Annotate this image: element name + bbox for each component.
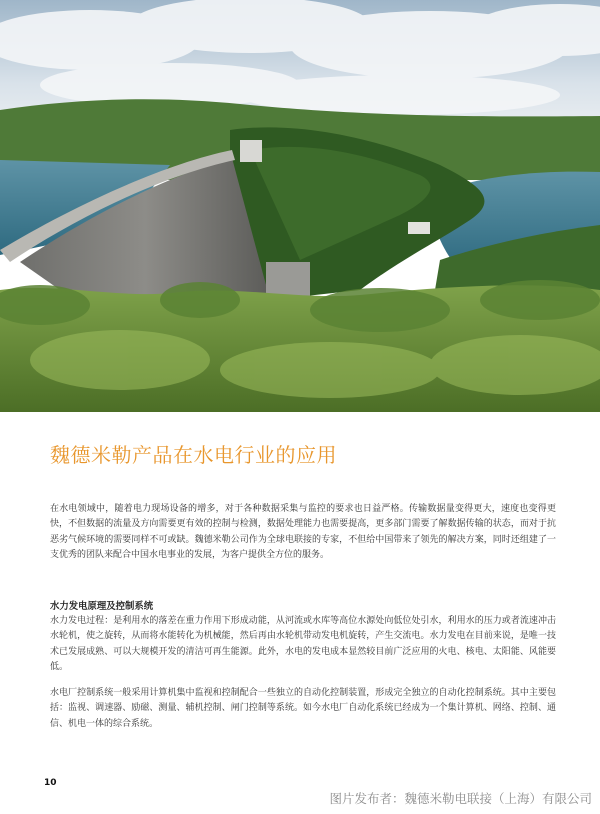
hydropower-principle-paragraph: 水力发电过程：是利用水的落差在重力作用下形成动能，从河流或水库等高位水源处向低位处引水，利用水的压力或者流速冲击水轮机，使之旋转，从而将水能转化为机械能，然后再由水轮机带动发电机旋转，产生交流电。水力发电在目前来说，是唯一技术已发展成熟、可以大规模开发的清洁可再生能源。此外，水电的发电成本显然较目前广泛应用的火电、核电、太阳能、风能要低。	[50, 616, 556, 673]
section-heading: 水力发电原理及控制系统	[50, 601, 154, 612]
article-title: 魏德米勒产品在水电行业的应用	[50, 443, 337, 467]
control-system-paragraph: 水电厂控制系统一般采用计算机集中监视和控制配合一些独立的自动化控制装置，形成完全独立的自动化控制系统。其中主要包括：监视、调速器、励磁、测量、辅机控制、闸门控制等系统。如今水电厂自动化系统已经成为一个集计算机、网络、控制、通信、机电一体的综合系统。	[50, 688, 556, 729]
image-credit: 图片发布者：魏德米勒电联接（上海）有限公司	[329, 791, 592, 806]
page-number: 10	[44, 778, 57, 788]
intro-paragraph: 在水电领域中，随着电力现场设备的增多，对于各种数据采集与监控的要求也日益严格。传输数据量变得更大，速度也变得更快，不但数据的流量及方向需要更有效的控制与检测，数据处理能力也需要提高，更多部门需要了解数据传输的状态，而对于抗恶劣气候环境的需要同样不可或缺。魏德米勒公司作为全球电联接的专家，不但给中国带来了领先的解决方案，同时还组建了一支优秀的团队来配合中国水电事业的发展，为客户提供全方位的服务。	[50, 504, 556, 561]
